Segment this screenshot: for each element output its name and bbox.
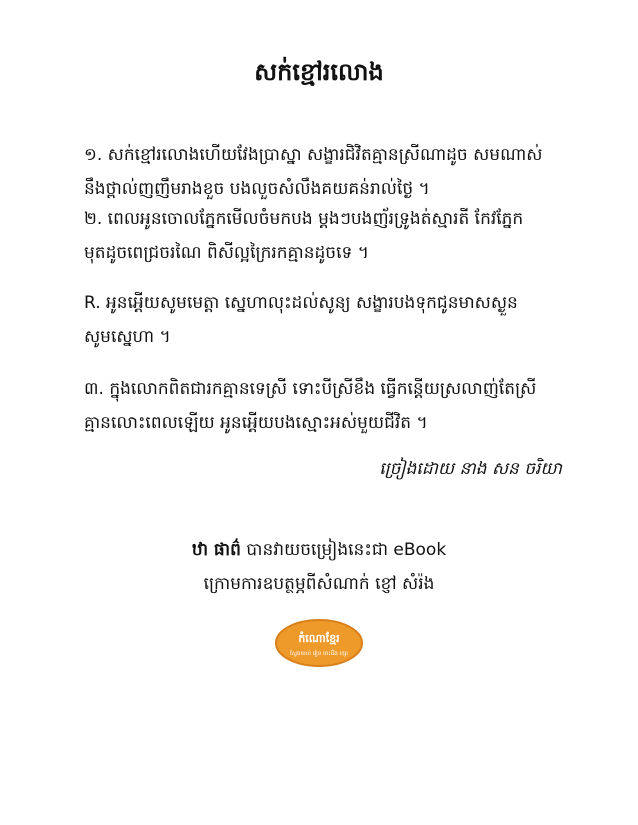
- ebook-credit-line: [0, 534, 638, 566]
- stanza-3: [84, 372, 564, 440]
- stanza-line: គ្មានលោះពេលឡើយ អូនអើ្តយបងស្មោះអស់មួយជីវិត ។: [84, 413, 428, 433]
- stanza-line: ២. ពេលអូនចោលភ្នែកមើលចំមកបង ម្តងៗបងញ័រទ្រូងត់ស្មារតី កែវភ្នែក: [84, 209, 524, 229]
- sponsor-credit-line: ក្រោមការឧបត្ថម្ភពីសំណាក់ ខ្ញៅ សំរ៉ង: [203, 574, 435, 594]
- typist-name: ឋា ផាព៌: [191, 540, 241, 560]
- stanza-refrain: [84, 286, 564, 354]
- stanza-line: សូមស្នេហា ។: [84, 327, 171, 347]
- stanza-line: ៣. ក្នុងលោកពិតជារកគ្មានទេស្រី ទោះបីស្រីខឹង ធ្វើកន្តើយស្រលាញ់តែស្រី: [84, 379, 537, 399]
- singer-credit: ច្រៀងដោយ នាង សន ចរិយា: [379, 459, 562, 479]
- khmer-logo: [274, 618, 364, 668]
- ebook-credit-text: បានវាយចម្រៀងនេះជា eBook: [240, 540, 447, 560]
- stanza-1: [84, 138, 564, 206]
- logo-title: កំណោខ្មែរ: [298, 632, 340, 645]
- logo-tagline: ស្វែងយល់ រៀន ចេះដឹង រក្សា: [290, 651, 348, 657]
- stanza-line: មុតដូចពេជ្រចរណៃ ពិសីល្អក្រៃរកគ្មានដូចទេ ។: [84, 243, 369, 263]
- stanza-line: ១. សក់ខ្មៅរលោងហើយវែងប្រាស្នា សង្ខារជិវិតគ្មានស្រីណាដូច សមណាស់: [84, 145, 543, 165]
- stanza-line: R. អូនអើ្តយសូមមេត្តា ស្នេហាលុះដល់សូន្យ សង្ខារបងទុកជូនមាសស្ងួន: [84, 293, 518, 313]
- stanza-2: [84, 202, 564, 270]
- song-title: សក់ខ្មៅរលោង: [254, 58, 384, 86]
- stanza-line: នឹងថ្ពាល់ញញឹមរាងខួច បងលួចសំលឹងគយគន់រាល់ថ្ងៃ ។: [84, 179, 430, 199]
